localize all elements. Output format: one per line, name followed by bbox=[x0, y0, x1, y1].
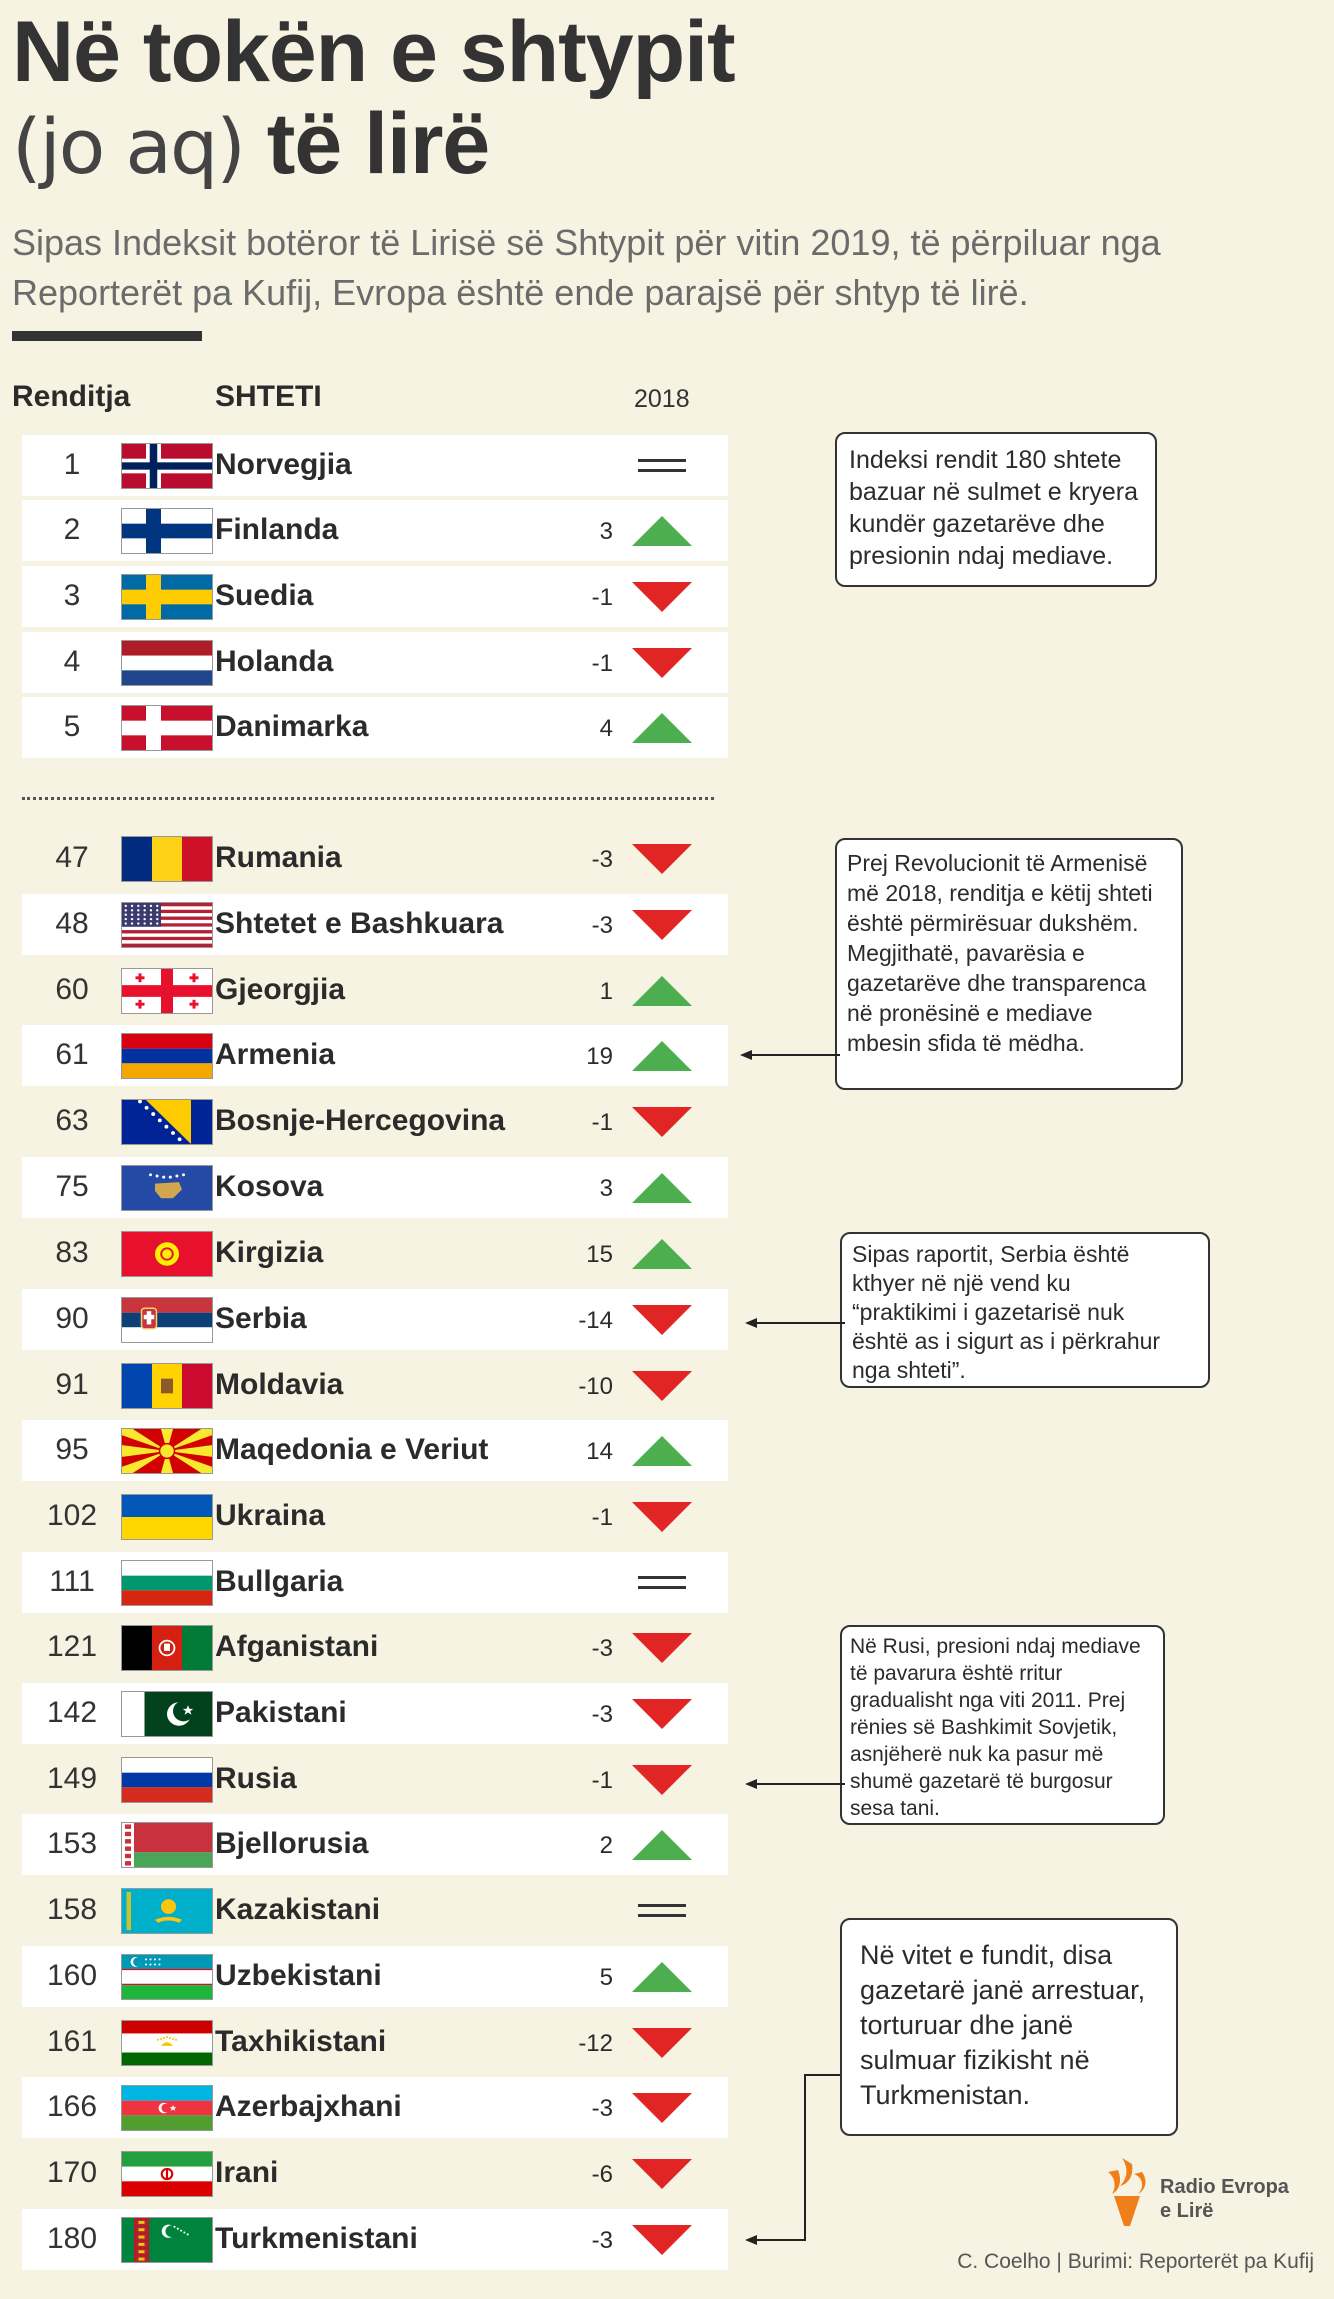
netherlands-flag-icon bbox=[121, 640, 213, 686]
title-bold-part: të lirë bbox=[266, 96, 490, 192]
table-row bbox=[22, 2143, 728, 2204]
note-text: Në vitet e fundit, disa gazetarë janë arrestuar, torturuar dhe janë sulmuar fizikisht në Turkmenistan. bbox=[860, 1940, 1146, 2110]
trend-down-icon bbox=[630, 580, 694, 614]
country-name: Serbia bbox=[215, 1302, 307, 1335]
kazakhstan-flag-icon bbox=[121, 1888, 213, 1934]
rank-value: 95 bbox=[55, 1433, 89, 1466]
uzbekistan-flag-icon bbox=[121, 1954, 213, 2000]
russia-flag-icon bbox=[121, 1757, 213, 1803]
rank-change-value: -1 bbox=[591, 1504, 613, 1531]
rank-value: 2 bbox=[63, 513, 81, 546]
table-row bbox=[22, 1946, 728, 2007]
rank-change-value: -3 bbox=[591, 912, 613, 939]
kosovo-flag-icon bbox=[121, 1165, 213, 1211]
country-header: SHTETI bbox=[215, 380, 322, 413]
trend-up-icon bbox=[630, 974, 694, 1008]
country-name: Bullgaria bbox=[215, 1565, 344, 1598]
title-line-1: Në tokën e shtypit bbox=[12, 4, 735, 100]
serbia-flag-icon bbox=[121, 1297, 213, 1343]
rank-change-value: 1 bbox=[599, 978, 613, 1005]
country-name: Holanda bbox=[215, 645, 334, 678]
rank-value: 170 bbox=[46, 2156, 98, 2189]
trend-down-icon bbox=[630, 1105, 694, 1139]
rank-value: 47 bbox=[55, 841, 89, 874]
trend-down-icon bbox=[630, 2026, 694, 2060]
country-name: Gjeorgjia bbox=[215, 973, 346, 1006]
tajikistan-flag-icon bbox=[121, 2020, 213, 2066]
rank-change-value: -6 bbox=[591, 2161, 613, 2188]
rank-change-value: -1 bbox=[591, 650, 613, 677]
trend-up-icon bbox=[630, 711, 694, 745]
rank-value: 60 bbox=[55, 973, 89, 1006]
table-row bbox=[22, 960, 728, 1021]
rank-header: Renditja bbox=[12, 380, 131, 413]
rank-value: 180 bbox=[46, 2222, 98, 2255]
table-row bbox=[22, 1617, 728, 1678]
rank-change-value: -3 bbox=[591, 1701, 613, 1728]
rank-change-value: -3 bbox=[591, 846, 613, 873]
trend-up-icon bbox=[630, 514, 694, 548]
note-text: Sipas raportit, Serbia është kthyer në një vend ku “praktikimi i gazetarisë nuk është as i sigurt as i përkrahur nga shteti”. bbox=[852, 1241, 1161, 1383]
rank-value: 161 bbox=[46, 2025, 98, 2058]
title-light-part: (jo aq) bbox=[12, 102, 244, 191]
country-name: Bosnje-Hercegovina bbox=[215, 1104, 506, 1137]
rank-value: 121 bbox=[46, 1630, 98, 1663]
rank-value: 158 bbox=[46, 1893, 98, 1926]
macedonia-flag-icon bbox=[121, 1428, 213, 1474]
trend-down-icon bbox=[630, 2157, 694, 2191]
table-gap-divider bbox=[22, 797, 714, 800]
country-name: Rusia bbox=[215, 1762, 297, 1795]
note-text: Në Rusi, presioni ndaj mediave të pavarura është rritur gradualisht nga viti 2011. Prej rënies së Bashkimit Sovjetik, asnjëherë nuk ka pasur më shumë gazetarë të burgosur sesa tani. bbox=[850, 1635, 1141, 1820]
table-row bbox=[22, 500, 728, 561]
trend-unchanged-icon bbox=[630, 449, 694, 483]
trend-down-icon bbox=[630, 1500, 694, 1534]
belarus-flag-icon bbox=[121, 1822, 213, 1868]
country-name: Maqedonia e Veriut bbox=[215, 1433, 489, 1466]
rank-value: 5 bbox=[63, 710, 81, 743]
table-row bbox=[22, 1683, 728, 1744]
country-name: Danimarka bbox=[215, 710, 369, 743]
table-row bbox=[22, 1025, 728, 1086]
trend-down-icon bbox=[630, 1303, 694, 1337]
rank-change-value: -12 bbox=[578, 2030, 613, 2057]
trend-up-icon bbox=[630, 1960, 694, 1994]
rank-change-value: -3 bbox=[591, 2227, 613, 2254]
page-title bbox=[12, 6, 735, 193]
rank-change-value: -1 bbox=[591, 1109, 613, 1136]
trend-up-icon bbox=[630, 1434, 694, 1468]
table-row bbox=[22, 1749, 728, 1810]
table-row bbox=[22, 566, 728, 627]
title-line-2 bbox=[12, 98, 735, 193]
source-credit: C. Coelho | Burimi: Reporterët pa Kufij bbox=[957, 2250, 1314, 2273]
note-text: Indeksi rendit 180 shtete bazuar në sulmet e kryera kundër gazetarëve dhe presionin ndaj mediave. bbox=[849, 446, 1139, 570]
trend-down-icon bbox=[630, 908, 694, 942]
note-text: Prej Revolucionit të Armenisë më 2018, renditja e këtij shteti është përmirësuar dukshëm. Megjithatë, pavarësia e gazetarëve dhe transparenca në pronësinë e mediave mbesin sfida të mëdha. bbox=[847, 850, 1153, 1056]
trend-down-icon bbox=[630, 2091, 694, 2125]
trend-down-icon bbox=[630, 1763, 694, 1797]
rank-value: 160 bbox=[46, 1959, 98, 1992]
iran-flag-icon bbox=[121, 2151, 213, 2197]
table-row bbox=[22, 1223, 728, 1284]
usa-flag-icon bbox=[121, 902, 213, 948]
title-rule bbox=[12, 331, 202, 341]
rank-value: 142 bbox=[46, 1696, 98, 1729]
table-row bbox=[22, 1486, 728, 1547]
note-armenia bbox=[835, 838, 1183, 1090]
trend-up-icon bbox=[630, 1171, 694, 1205]
trend-up-icon bbox=[630, 1039, 694, 1073]
country-name: Bjellorusia bbox=[215, 1827, 369, 1860]
country-name: Moldavia bbox=[215, 1368, 344, 1401]
country-name: Kosova bbox=[215, 1170, 324, 1203]
table-row bbox=[22, 1814, 728, 1875]
arrow-serbia bbox=[745, 1313, 845, 1333]
table-row bbox=[22, 697, 728, 758]
rank-value: 3 bbox=[63, 579, 81, 612]
rank-value: 83 bbox=[55, 1236, 89, 1269]
trend-down-icon bbox=[630, 646, 694, 680]
rank-change-value: -1 bbox=[591, 1767, 613, 1794]
rank-value: 153 bbox=[46, 1827, 98, 1860]
rank-value: 90 bbox=[55, 1302, 89, 1335]
trend-down-icon bbox=[630, 1697, 694, 1731]
country-name: Pakistani bbox=[215, 1696, 347, 1729]
table-row bbox=[22, 1420, 728, 1481]
trend-up-icon bbox=[630, 1237, 694, 1271]
rank-change-value: -1 bbox=[591, 584, 613, 611]
table-row bbox=[22, 828, 728, 889]
bosnia-flag-icon bbox=[121, 1099, 213, 1145]
azerbaijan-flag-icon bbox=[121, 2085, 213, 2131]
rank-change-value: -14 bbox=[578, 1307, 613, 1334]
rank-value: 102 bbox=[46, 1499, 98, 1532]
table-row bbox=[22, 1880, 728, 1941]
trend-unchanged-icon bbox=[630, 1566, 694, 1600]
rank-change-value: 19 bbox=[586, 1043, 613, 1070]
country-name: Shtetet e Bashkuara bbox=[215, 907, 504, 940]
rank-change-value: 14 bbox=[586, 1438, 613, 1465]
arrow-turkmenistan bbox=[745, 2070, 845, 2250]
rank-value: 4 bbox=[63, 645, 81, 678]
logo-line-2: e Lirë bbox=[1160, 2200, 1214, 2222]
table-row bbox=[22, 1552, 728, 1613]
logo-line-1: Radio Evropa bbox=[1160, 2176, 1289, 2198]
country-name: Kazakistani bbox=[215, 1893, 381, 1926]
rank-change-value: -10 bbox=[578, 1373, 613, 1400]
table-row bbox=[22, 2209, 728, 2270]
ukraine-flag-icon bbox=[121, 1494, 213, 1540]
note-serbia bbox=[840, 1232, 1210, 1388]
table-row bbox=[22, 2012, 728, 2073]
country-name: Irani bbox=[215, 2156, 279, 2189]
country-name: Rumania bbox=[215, 841, 342, 874]
logo-wordmark bbox=[1160, 2175, 1289, 2223]
subtitle: Sipas Indeksit botëror të Lirisë së Shtypit për vitin 2019, të përpiluar nga Reporterët pa Kufij, Evropa është ende parajsë për shtyp të lirë. bbox=[12, 222, 1161, 313]
country-name: Kirgizia bbox=[215, 1236, 324, 1269]
rank-change-value: -3 bbox=[591, 1635, 613, 1662]
country-name: Suedia bbox=[215, 579, 314, 612]
arrow-armenia bbox=[740, 1045, 840, 1065]
rank-change-value: -3 bbox=[591, 2095, 613, 2122]
trend-down-icon bbox=[630, 842, 694, 876]
trend-down-icon bbox=[630, 2223, 694, 2257]
table-row bbox=[22, 632, 728, 693]
rank-change-value: 3 bbox=[599, 1175, 613, 1202]
country-name: Norvegjia bbox=[215, 448, 352, 481]
rank-change-value: 2 bbox=[599, 1832, 613, 1859]
sweden-flag-icon bbox=[121, 574, 213, 620]
rank-change-value: 3 bbox=[599, 518, 613, 545]
table-row bbox=[22, 1289, 728, 1350]
rank-value: 48 bbox=[55, 907, 89, 940]
year-header: 2018 bbox=[634, 385, 690, 413]
romania-flag-icon bbox=[121, 836, 213, 882]
rank-change-value: 4 bbox=[599, 715, 613, 742]
country-name: Afganistani bbox=[215, 1630, 379, 1663]
afghanistan-flag-icon bbox=[121, 1625, 213, 1671]
country-name: Azerbajxhani bbox=[215, 2090, 402, 2123]
georgia-flag-icon bbox=[121, 968, 213, 1014]
table-row bbox=[22, 435, 728, 496]
turkmenistan-flag-icon bbox=[121, 2217, 213, 2263]
armenia-flag-icon bbox=[121, 1033, 213, 1079]
note-index bbox=[835, 432, 1157, 587]
rank-value: 166 bbox=[46, 2090, 98, 2123]
trend-unchanged-icon bbox=[630, 1894, 694, 1928]
table-row bbox=[22, 2077, 728, 2138]
arrow-russia bbox=[745, 1774, 845, 1794]
rank-change-value: 15 bbox=[586, 1241, 613, 1268]
table-row bbox=[22, 1157, 728, 1218]
note-turkmenistan bbox=[840, 1918, 1178, 2136]
country-name: Armenia bbox=[215, 1038, 336, 1071]
bulgaria-flag-icon bbox=[121, 1560, 213, 1606]
kyrgyzstan-flag-icon bbox=[121, 1231, 213, 1277]
rank-value: 111 bbox=[49, 1565, 95, 1598]
trend-down-icon bbox=[630, 1369, 694, 1403]
country-name: Taxhikistani bbox=[215, 2025, 387, 2058]
table-row bbox=[22, 894, 728, 955]
norway-flag-icon bbox=[121, 443, 213, 489]
trend-up-icon bbox=[630, 1828, 694, 1862]
rank-value: 63 bbox=[55, 1104, 89, 1137]
note-russia bbox=[840, 1625, 1165, 1825]
table-row bbox=[22, 1091, 728, 1152]
rank-value: 91 bbox=[55, 1368, 89, 1401]
country-name: Uzbekistani bbox=[215, 1959, 382, 1992]
finland-flag-icon bbox=[121, 508, 213, 554]
moldova-flag-icon bbox=[121, 1363, 213, 1409]
rank-value: 1 bbox=[63, 448, 81, 481]
country-name: Finlanda bbox=[215, 513, 339, 546]
pakistan-flag-icon bbox=[121, 1691, 213, 1737]
rank-value: 149 bbox=[46, 1762, 98, 1795]
rank-value: 75 bbox=[55, 1170, 89, 1203]
rank-change-value: 5 bbox=[599, 1964, 613, 1991]
denmark-flag-icon bbox=[121, 705, 213, 751]
country-name: Ukraina bbox=[215, 1499, 326, 1532]
trend-down-icon bbox=[630, 1631, 694, 1665]
rank-value: 61 bbox=[55, 1038, 89, 1071]
country-name: Turkmenistani bbox=[215, 2222, 418, 2255]
table-row bbox=[22, 1355, 728, 1416]
